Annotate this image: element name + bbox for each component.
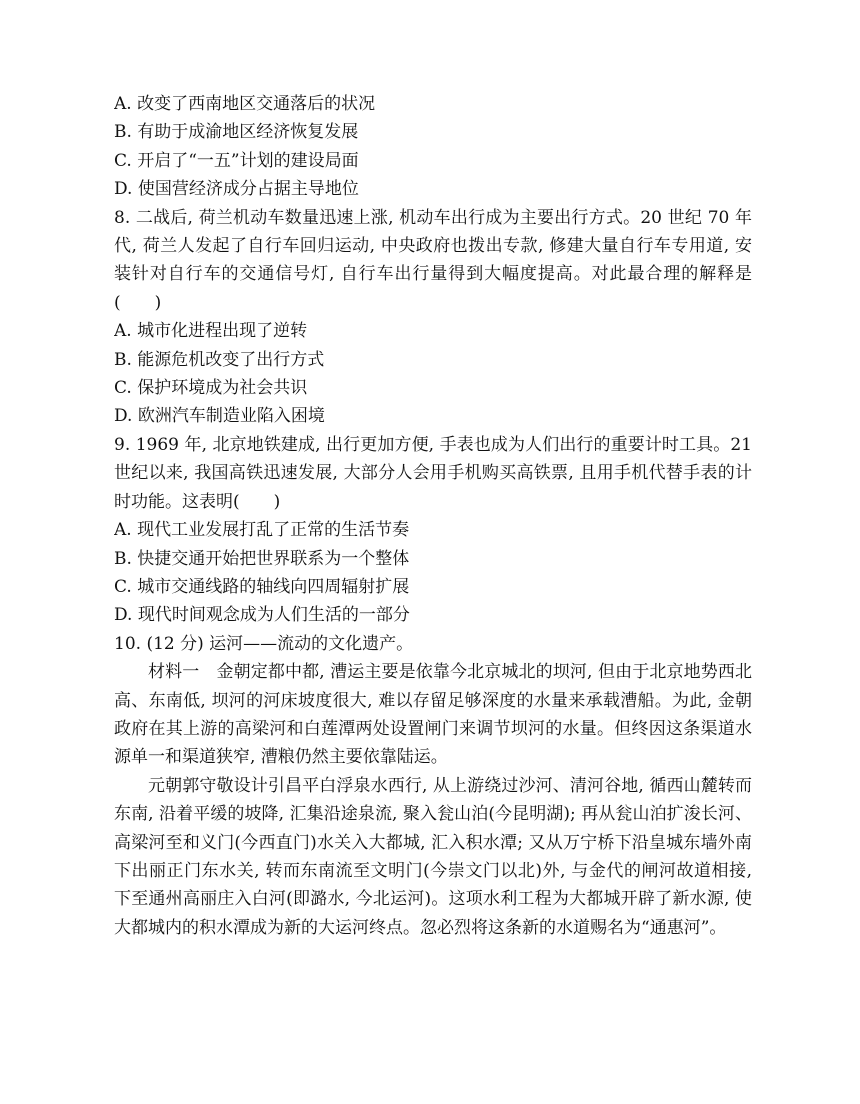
q8-option-d: D. 欧洲汽车制造业陷入困境 [114,406,325,427]
q8-option-b: B. 能源危机改变了出行方式 [114,349,325,370]
q10-heading: 10. (12 分) 运河——流动的文化遗产。 [114,633,414,654]
q8-option-c: C. 保护环境成为社会共识 [114,378,308,399]
q9-stem: 9. 1969 年, 北京地铁建成, 出行更加方便, 手表也成为人们出行的重要计时工具。21 世纪以来, 我国高铁迅速发展, 大部分人会用手机购买高铁票, 且用手机代替手表的计时功能。这表明( ) [114,434,752,512]
q10-material1-paragraph-1: 材料一 金朝定都中都, 漕运主要是依靠今北京城北的坝河, 但由于北京地势西北高、东南低, 坝河的河床坡度很大, 难以存留足够深度的水量来承载漕船。为此, 金朝政府在其上游的高梁河和白莲潭两处设置闸门来调节坝河的水量。但终因这条渠道水源单一和渠道狭窄, 漕粮仍然主要依靠陆运。 [114,662,752,768]
q9-option-d: D. 现代时间观念成为人们生活的一部分 [114,605,410,626]
q9-option-a: A. 现代工业发展打乱了正常的生活节奏 [114,520,410,541]
q7-option-a: A. 改变了西南地区交通落后的状况 [114,94,376,114]
q9-option-c: C. 城市交通线路的轴线向四周辐射扩展 [114,576,410,597]
q9-option-b: B. 快捷交通开始把世界联系为一个整体 [114,548,410,569]
exam-page [114,90,752,942]
q7-option-c: C. 开启了“一五”计划的建设局面 [114,150,359,171]
q8-option-a: A. 城市化进程出现了逆转 [114,321,308,342]
q7-option-b: B. 有助于成渝地区经济恢复发展 [114,122,359,143]
q7-option-d: D. 使国营经济成分占据主导地位 [114,179,359,200]
q10-material1-paragraph-2: 元朝郭守敬设计引昌平白浮泉水西行, 从上游绕过沙河、清河谷地, 循西山麓转而东南, 沿着平缓的坡降, 汇集沿途泉流, 聚入瓮山泊(今昆明湖); 再从瓮山泊扩浚长河、高梁河至和义门(今西直门)水关入大都城, 汇入积水潭; 又从万宁桥下沿皇城东墙外南下出丽正门东水关, 转而东南流至文明门(今崇文门以北)外, 与金代的闸河故道相接, 下至通州高丽庄入白河(即潞水, 今北运河)。这项水利工程为大都城开辟了新水源, 使大都城内的积水潭成为新的大运河终点。忽必烈将这条新的水道赐名为“通惠河”。 [114,775,752,938]
q8-stem: 8. 二战后, 荷兰机动车数量迅速上涨, 机动车出行成为主要出行方式。20 世纪 70 年代, 荷兰人发起了自行车回归运动, 中央政府也拨出专款, 修建大量自行车专用道, 安装针对自行车的交通信号灯, 自行车出行量得到大幅度提高。对此最合理的解释是( ) [114,207,752,313]
